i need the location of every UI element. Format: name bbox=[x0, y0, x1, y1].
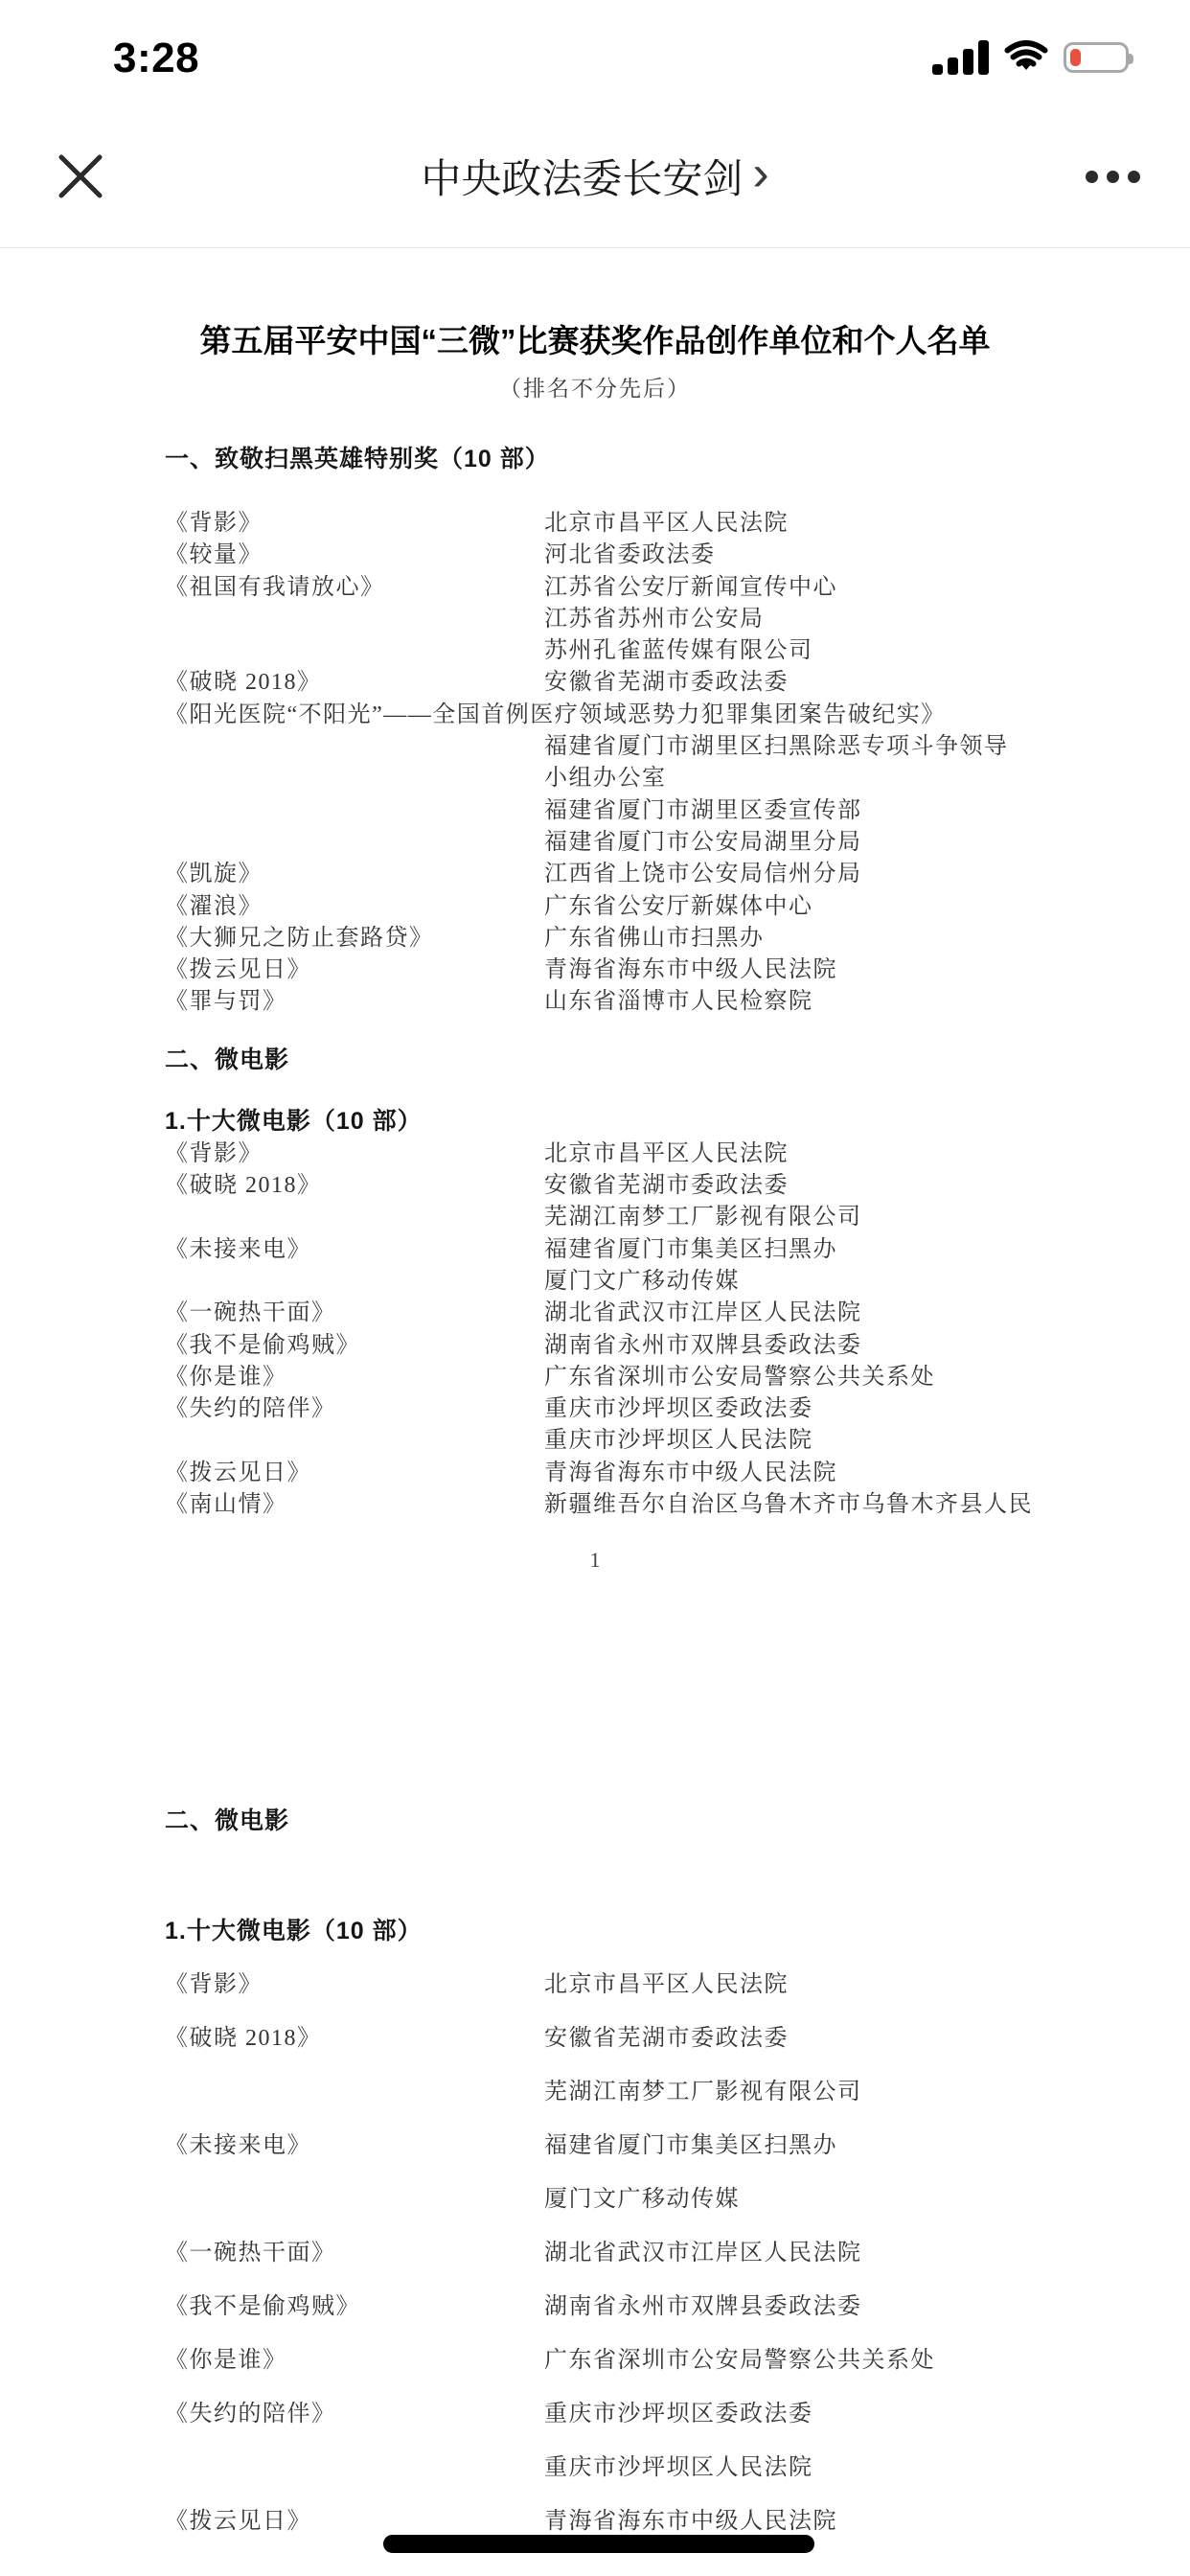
org-line: 青海省海东市中级人民法院 bbox=[544, 1460, 837, 1485]
org-line: 北京市昌平区人民法院 bbox=[544, 511, 789, 536]
wifi-icon bbox=[1004, 40, 1048, 75]
org-list bbox=[544, 1138, 1133, 1170]
org-list bbox=[544, 2280, 1133, 2334]
doc-page-1 bbox=[0, 445, 1190, 1576]
work-title: 《背影》 bbox=[165, 1140, 263, 1166]
org-list bbox=[544, 572, 1133, 668]
org-line: 安徽省芜湖市委政法委 bbox=[544, 1173, 789, 1199]
org-line: 厦门文广移动传媒 bbox=[544, 1268, 740, 1294]
award-list-microfilm bbox=[165, 1138, 1133, 1522]
org-line: 湖北省武汉市江岸区人民法院 bbox=[544, 1300, 862, 1326]
home-indicator[interactable] bbox=[383, 2535, 814, 2553]
org-line: 山东省淄博市人民检察院 bbox=[544, 989, 813, 1015]
org-line: 福建省厦门市集美区扫黑办 bbox=[544, 1236, 837, 1262]
award-list-microfilm-page2 bbox=[165, 1958, 1133, 2548]
account-name: 中央政法委长安剑 bbox=[421, 156, 744, 201]
org-line: 湖南省永州市双牌县委政法委 bbox=[544, 1332, 862, 1358]
org-list bbox=[544, 2119, 1133, 2226]
org-list bbox=[544, 2012, 1133, 2119]
chevron-right-icon: › bbox=[752, 146, 769, 201]
award-list-special bbox=[165, 508, 1133, 1019]
award-row bbox=[165, 1330, 1133, 1362]
org-line: 青海省海东市中级人民法院 bbox=[544, 2509, 837, 2535]
org-line: 湖北省武汉市江岸区人民法院 bbox=[544, 2241, 862, 2266]
work-title: 《我不是偷鸡贼》 bbox=[165, 1332, 360, 1358]
more-menu-icon[interactable] bbox=[1086, 171, 1140, 183]
official-account-title[interactable] bbox=[421, 105, 768, 247]
award-row bbox=[165, 1234, 1133, 1299]
award-row bbox=[165, 700, 1133, 859]
work-title: 《凯旋》 bbox=[165, 862, 263, 887]
work-title: 《拨云见日》 bbox=[165, 957, 311, 983]
org-line: 安徽省芜湖市委政法委 bbox=[544, 2026, 789, 2052]
org-line: 重庆市沙坪坝区委政法委 bbox=[544, 1396, 813, 1422]
doc-subtitle: （排名不分先后） bbox=[499, 377, 691, 401]
org-list bbox=[544, 1458, 1133, 1489]
work-title: 《破晓 2018》 bbox=[165, 2026, 322, 2052]
work-title: 《南山情》 bbox=[165, 1492, 287, 1518]
award-row bbox=[165, 2334, 1133, 2387]
work-title: 《你是谁》 bbox=[165, 2348, 287, 2374]
status-time: 3:28 bbox=[113, 34, 200, 81]
org-line: 小组办公室 bbox=[544, 766, 667, 792]
org-line: 重庆市沙坪坝区人民法院 bbox=[544, 1428, 813, 1454]
page-number: 1 bbox=[589, 1548, 601, 1573]
org-list bbox=[544, 859, 1133, 890]
status-bar bbox=[0, 0, 1190, 105]
org-list bbox=[544, 1489, 1133, 1521]
award-row bbox=[165, 1298, 1133, 1329]
battery-icon bbox=[1064, 42, 1129, 73]
work-title: 《濯浪》 bbox=[165, 893, 263, 919]
org-list bbox=[544, 2226, 1133, 2280]
work-title: 《未接来电》 bbox=[165, 2133, 311, 2159]
award-row bbox=[165, 923, 1133, 954]
close-icon[interactable] bbox=[57, 153, 103, 199]
award-row bbox=[165, 2012, 1133, 2119]
org-line: 福建省厦门市湖里区扫黑除恶专项斗争领导 bbox=[544, 734, 1009, 760]
org-line: 福建省厦门市公安局湖里分局 bbox=[544, 829, 862, 855]
award-row bbox=[165, 954, 1133, 986]
org-line: 广东省佛山市扫黑办 bbox=[544, 925, 765, 951]
org-list bbox=[544, 2387, 1133, 2495]
org-line: 河北省委政法委 bbox=[544, 542, 716, 568]
org-line: 安徽省芜湖市委政法委 bbox=[544, 670, 789, 696]
award-row bbox=[165, 572, 1133, 668]
org-list bbox=[544, 986, 1133, 1018]
work-title: 《失约的陪伴》 bbox=[165, 1396, 336, 1422]
award-row bbox=[165, 1393, 1133, 1458]
org-line: 广东省深圳市公安局警察公共关系处 bbox=[544, 1364, 935, 1390]
award-row bbox=[165, 986, 1133, 1018]
doc-title: 第五届平安中国“三微”比赛获奖作品创作单位和个人名单 bbox=[199, 323, 991, 358]
doc-page-2 bbox=[0, 1806, 1190, 2548]
award-row bbox=[165, 1458, 1133, 1489]
nav-bar bbox=[0, 105, 1190, 248]
org-line: 重庆市沙坪坝区委政法委 bbox=[544, 2402, 813, 2427]
award-row bbox=[165, 1958, 1133, 2012]
work-title: 《背影》 bbox=[165, 1972, 263, 1998]
battery-cap bbox=[1129, 54, 1133, 64]
org-line: 江苏省苏州市公安局 bbox=[544, 606, 765, 632]
org-line: 新疆维吾尔自治区乌鲁木齐市乌鲁木齐县人民 bbox=[544, 1492, 1033, 1518]
work-title: 《罪与罚》 bbox=[165, 989, 287, 1015]
article-document bbox=[0, 248, 1190, 2576]
org-line: 江苏省公安厅新闻宣传中心 bbox=[544, 574, 837, 600]
award-row bbox=[165, 859, 1133, 890]
org-line: 湖南省永州市双牌县委政法委 bbox=[544, 2294, 862, 2320]
org-line: 重庆市沙坪坝区人民法院 bbox=[544, 2455, 813, 2481]
award-row bbox=[165, 891, 1133, 923]
org-list bbox=[544, 923, 1133, 954]
work-title: 《阳光医院“不阳光”——全国首例医疗领域恶势力犯罪集团案告破纪实》 bbox=[165, 702, 946, 727]
org-list bbox=[544, 1298, 1133, 1329]
award-row bbox=[165, 667, 1133, 699]
award-row bbox=[165, 2387, 1133, 2495]
work-title: 《一碗热干面》 bbox=[165, 1300, 336, 1326]
org-line: 北京市昌平区人民法院 bbox=[544, 1972, 789, 1998]
award-row bbox=[165, 2280, 1133, 2334]
work-title: 《一碗热干面》 bbox=[165, 2241, 336, 2266]
award-row bbox=[165, 2226, 1133, 2280]
org-list bbox=[544, 1330, 1133, 1362]
award-row bbox=[165, 1138, 1133, 1170]
work-title: 《破晓 2018》 bbox=[165, 1173, 322, 1199]
award-row bbox=[165, 540, 1133, 571]
subsection-heading: 1.十大微电影（10 部） bbox=[165, 1107, 423, 1135]
org-line: 福建省厦门市湖里区委宣传部 bbox=[544, 797, 862, 823]
work-title: 《背影》 bbox=[165, 511, 263, 536]
org-list bbox=[544, 1170, 1133, 1234]
award-row bbox=[165, 1489, 1133, 1521]
work-title: 《较量》 bbox=[165, 542, 263, 568]
page2-section-heading: 二、微电影 bbox=[165, 1807, 290, 1835]
award-row bbox=[165, 1362, 1133, 1393]
org-line: 厦门文广移动传媒 bbox=[544, 2187, 740, 2213]
work-title: 《祖国有我请放心》 bbox=[165, 574, 385, 600]
award-row bbox=[165, 1170, 1133, 1234]
org-list bbox=[544, 1234, 1133, 1299]
award-row bbox=[165, 508, 1133, 540]
org-line: 青海省海东市中级人民法院 bbox=[544, 957, 837, 983]
work-title: 《大狮兄之防止套路贷》 bbox=[165, 925, 434, 951]
battery-level-fill bbox=[1070, 49, 1081, 66]
org-list bbox=[544, 1958, 1133, 2012]
org-line: 福建省厦门市集美区扫黑办 bbox=[544, 2133, 837, 2159]
work-title: 《失约的陪伴》 bbox=[165, 2402, 336, 2427]
org-line: 江西省上饶市公安局信州分局 bbox=[544, 862, 862, 887]
org-line: 广东省公安厅新媒体中心 bbox=[544, 893, 813, 919]
org-list bbox=[544, 540, 1133, 571]
work-title: 《我不是偷鸡贼》 bbox=[165, 2294, 360, 2320]
status-icons bbox=[932, 38, 1129, 77]
org-list bbox=[544, 891, 1133, 923]
org-list bbox=[544, 2334, 1133, 2387]
section-1-heading: 一、致敬扫黑英雄特别奖（10 部） bbox=[165, 446, 550, 472]
work-title: 《破晓 2018》 bbox=[165, 670, 322, 696]
work-title: 《你是谁》 bbox=[165, 1364, 287, 1390]
page2-subsection-heading: 1.十大微电影（10 部） bbox=[165, 1918, 423, 1945]
org-line: 芜湖江南梦工厂影视有限公司 bbox=[544, 2080, 862, 2105]
org-line: 北京市昌平区人民法院 bbox=[544, 1140, 789, 1166]
org-list bbox=[544, 1393, 1133, 1458]
org-list bbox=[544, 508, 1133, 540]
org-line: 苏州孔雀蓝传媒有限公司 bbox=[544, 638, 813, 664]
org-list bbox=[544, 667, 1133, 699]
org-list bbox=[544, 1362, 1133, 1393]
org-line: 广东省深圳市公安局警察公共关系处 bbox=[544, 2348, 935, 2374]
award-row bbox=[165, 2119, 1133, 2226]
work-title: 《未接来电》 bbox=[165, 1236, 311, 1262]
cellular-signal-icon bbox=[932, 40, 989, 75]
work-title: 《拨云见日》 bbox=[165, 1460, 311, 1485]
section-2-heading: 二、微电影 bbox=[165, 1046, 290, 1073]
org-list bbox=[544, 731, 1133, 859]
org-line: 芜湖江南梦工厂影视有限公司 bbox=[544, 1205, 862, 1230]
org-list bbox=[544, 954, 1133, 986]
work-title: 《拨云见日》 bbox=[165, 2509, 311, 2535]
